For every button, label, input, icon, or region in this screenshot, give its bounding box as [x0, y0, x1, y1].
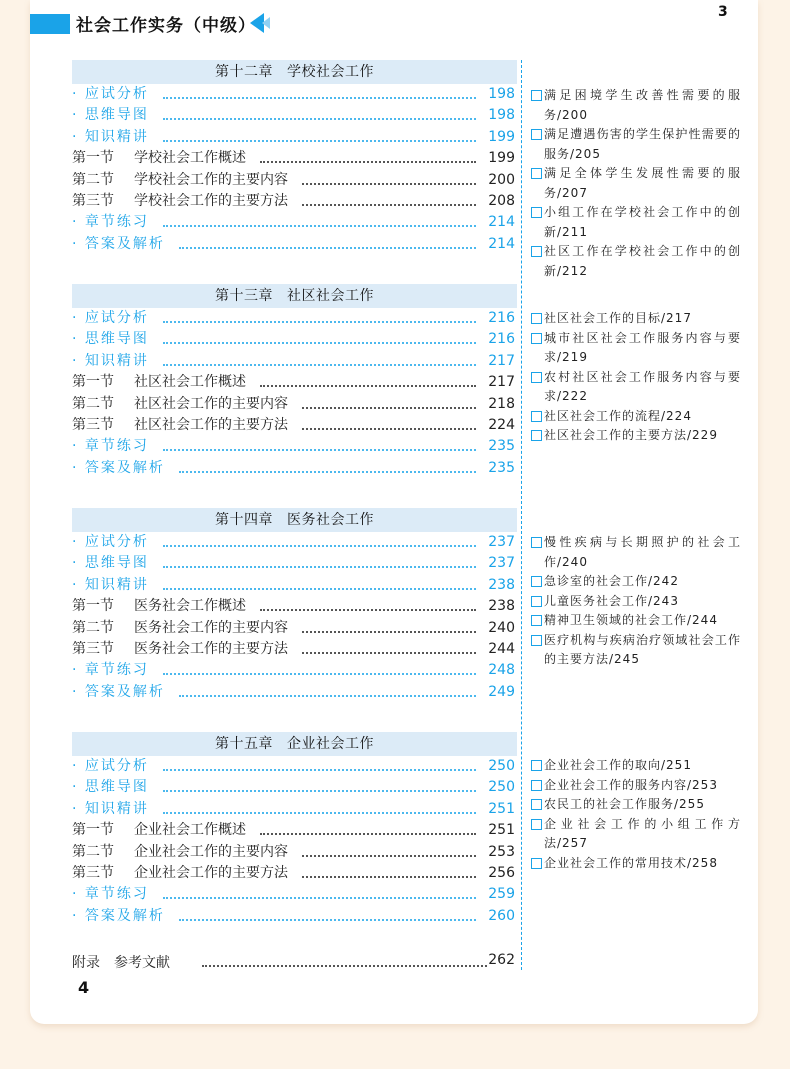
chapter-number: 第十二章: [215, 64, 273, 80]
topic-item[interactable]: [531, 795, 741, 815]
dot-leader: [302, 876, 476, 878]
chapter-title: 学校社会工作: [287, 64, 374, 80]
section-number: 第三节: [72, 192, 114, 209]
topic-text: 满足困境学生改善性需要的服务/200: [544, 88, 741, 122]
section-number: 第三节: [72, 416, 114, 433]
toc-entry-label: · 知识精讲: [72, 127, 155, 148]
toc-entry[interactable]: [72, 394, 517, 415]
dot-leader: [179, 247, 476, 249]
checkbox-icon[interactable]: [531, 760, 542, 771]
section-title: 社区社会工作的主要方法: [134, 416, 288, 433]
toc-page-number: 214: [484, 212, 515, 233]
dot-leader: [163, 364, 476, 366]
topic-item[interactable]: [531, 756, 741, 776]
topic-item[interactable]: [531, 203, 741, 242]
section-number: 第一节: [72, 822, 114, 839]
toc-page-number: 199: [484, 148, 515, 169]
toc-entry-label: · 章节练习: [72, 212, 155, 233]
topic-item[interactable]: [531, 407, 741, 427]
toc-entry[interactable]: [72, 575, 517, 596]
toc-entry-label: · 应试分析: [72, 84, 155, 105]
toc-entry-label: · 知识精讲: [72, 799, 155, 820]
topic-text: 满足遭遇伤害的学生保护性需要的服务/205: [544, 127, 741, 161]
toc-page-number: 217: [484, 372, 515, 393]
section-title: 医务社会工作的主要内容: [134, 619, 288, 636]
topic-text: 满足全体学生发展性需要的服务/207: [544, 166, 741, 200]
topic-text: 精神卫生领域的社会工作/244: [544, 613, 718, 627]
toc-page-number: 216: [484, 329, 515, 350]
topic-item[interactable]: [531, 592, 741, 612]
dot-leader: [260, 385, 476, 387]
toc-page-number: 250: [484, 777, 515, 798]
checkbox-icon[interactable]: [531, 129, 542, 140]
toc-page-number: 256: [484, 863, 515, 884]
toc-entry[interactable]: [72, 234, 517, 255]
dot-leader: [179, 695, 476, 697]
toc-page-number: 237: [484, 553, 515, 574]
toc-entry[interactable]: [72, 682, 517, 703]
toc-entry-label: [72, 415, 294, 436]
topic-item[interactable]: [531, 776, 741, 796]
toc-entry[interactable]: [72, 351, 517, 372]
checkbox-icon[interactable]: [531, 799, 542, 810]
topic-text: 社区工作在学校社会工作中的创新/212: [544, 244, 741, 278]
toc-entry-label: [72, 596, 252, 617]
topic-text: 医疗机构与疾病治疗领域社会工作的主要方法/245: [544, 632, 741, 666]
toc-page-number: 244: [484, 639, 515, 660]
toc-entry[interactable]: [72, 170, 517, 191]
topic-text: 社区社会工作的流程/224: [544, 408, 692, 423]
topic-text: 小组工作在学校社会工作中的创新/211: [544, 205, 741, 239]
chapter-block: [72, 732, 517, 956]
dot-leader: [163, 342, 476, 344]
toc-entry[interactable]: [72, 415, 517, 436]
checkbox-icon[interactable]: [531, 168, 542, 179]
checkbox-icon[interactable]: [531, 537, 542, 548]
book-title: 社会工作实务（中级）: [76, 16, 256, 36]
topic-text: 城市社区社会工作服务内容与要求/219: [544, 330, 741, 364]
checkbox-icon[interactable]: [531, 819, 542, 830]
chapter-topics: [531, 309, 741, 446]
checkbox-icon[interactable]: [531, 576, 542, 587]
toc-entry[interactable]: [72, 777, 517, 798]
header-arrow-small-icon: [262, 17, 270, 29]
dot-leader: [302, 855, 476, 857]
chapter-heading[interactable]: [72, 508, 517, 532]
topic-text: 企业社会工作的取向/251: [544, 758, 692, 772]
toc-entry-label: [72, 394, 294, 415]
toc-entry-label: · 思维导图: [72, 553, 155, 574]
toc-entry[interactable]: [72, 820, 517, 841]
checkbox-icon[interactable]: [531, 430, 542, 441]
toc-entry[interactable]: [72, 329, 517, 350]
dot-leader: [163, 97, 476, 99]
chapter-title: 医务社会工作: [287, 512, 374, 528]
checkbox-icon[interactable]: [531, 780, 542, 791]
chapter-heading[interactable]: [72, 284, 517, 308]
section-number: 第一节: [72, 598, 114, 615]
topic-item[interactable]: [531, 86, 741, 125]
toc-entry[interactable]: [72, 105, 517, 126]
dot-leader: [163, 545, 476, 547]
toc-entry-label: · 知识精讲: [72, 575, 155, 596]
checkbox-icon[interactable]: [531, 635, 542, 646]
toc-entry[interactable]: [72, 884, 517, 905]
toc-page-number: 214: [484, 234, 515, 255]
toc-entry[interactable]: [72, 308, 517, 329]
chapter-heading[interactable]: [72, 732, 517, 756]
topic-text: 儿童医务社会工作/243: [544, 593, 679, 608]
toc-page-number: 238: [484, 596, 515, 617]
toc-page-number: 253: [484, 842, 515, 863]
dot-leader: [163, 790, 476, 792]
dot-leader: [202, 965, 487, 967]
column-divider: [521, 60, 522, 970]
toc-entry-label: · 答案及解析: [72, 234, 171, 255]
toc-page-number: 200: [484, 170, 515, 191]
toc-entry[interactable]: [72, 84, 517, 105]
toc-page-number: 216: [484, 308, 515, 329]
toc-entry[interactable]: [72, 553, 517, 574]
chapter-topics: [531, 533, 741, 670]
topic-text: 农村社区社会工作服务内容与要求/222: [544, 369, 741, 403]
toc-entry[interactable]: [72, 618, 517, 639]
toc-page-number: 224: [484, 415, 515, 436]
section-title: 医务社会工作的主要方法: [134, 640, 288, 657]
toc-entry[interactable]: [72, 799, 517, 820]
checkbox-icon[interactable]: [531, 313, 542, 324]
dot-leader: [260, 609, 476, 611]
dot-leader: [163, 897, 476, 899]
toc-entry-label: [72, 148, 252, 169]
chapter-block: [72, 284, 517, 508]
toc-entry-label: [72, 170, 294, 191]
section-number: 第二节: [72, 843, 114, 860]
toc-page-number: 218: [484, 394, 515, 415]
dot-leader: [163, 321, 476, 323]
dot-leader: [302, 407, 476, 409]
chapter-title: 企业社会工作: [287, 736, 374, 752]
toc-page-number: 248: [484, 660, 515, 681]
dot-leader: [260, 161, 476, 163]
toc-page-number: 198: [484, 105, 515, 126]
section-title: 社区社会工作的主要内容: [134, 395, 288, 412]
chapter-number: 第十三章: [215, 288, 273, 304]
section-number: 第二节: [72, 395, 114, 412]
toc-entry-label: [72, 863, 294, 884]
toc-page-number: 198: [484, 84, 515, 105]
dot-leader: [163, 673, 476, 675]
dot-leader: [163, 769, 476, 771]
toc-page-number: 238: [484, 575, 515, 596]
checkbox-icon[interactable]: [531, 90, 542, 101]
topic-text: 社区社会工作的目标/217: [544, 311, 692, 325]
appendix-row[interactable]: [72, 952, 517, 974]
toc-entry[interactable]: [72, 532, 517, 553]
toc-page-number: 235: [484, 458, 515, 479]
checkbox-icon[interactable]: [531, 411, 542, 422]
topic-item[interactable]: [531, 611, 741, 631]
toc-page-number: 199: [484, 127, 515, 148]
toc-entry-label: · 思维导图: [72, 105, 155, 126]
toc-entry[interactable]: [72, 191, 517, 212]
section-number: 第二节: [72, 619, 114, 636]
toc-page-number: 208: [484, 191, 515, 212]
section-title: 企业社会工作的主要方法: [134, 864, 288, 881]
section-title: 学校社会工作的主要方法: [134, 192, 288, 209]
toc-page-number: 251: [484, 799, 515, 820]
toc-entry[interactable]: [72, 596, 517, 617]
toc-page-number: 240: [484, 618, 515, 639]
dot-leader: [302, 652, 476, 654]
dot-leader: [302, 183, 476, 185]
toc-entry[interactable]: [72, 639, 517, 660]
topic-item[interactable]: [531, 329, 741, 368]
toc-page-number: 251: [484, 820, 515, 841]
toc-entry-label: · 答案及解析: [72, 682, 171, 703]
header-accent-bar: [30, 14, 70, 34]
checkbox-icon[interactable]: [531, 858, 542, 869]
section-number: 第三节: [72, 640, 114, 657]
section-number: 第一节: [72, 150, 114, 167]
toc-entry-label: · 答案及解析: [72, 458, 171, 479]
toc-page-number: 237: [484, 532, 515, 553]
section-title: 社区社会工作概述: [134, 374, 246, 391]
chapter-title: 社区社会工作: [287, 288, 374, 304]
toc-entry-label: · 章节练习: [72, 884, 155, 905]
section-title: 学校社会工作概述: [134, 150, 246, 167]
toc-entry-label: [72, 372, 252, 393]
toc-page-number: 249: [484, 682, 515, 703]
section-number: 第二节: [72, 171, 114, 188]
topic-text: 企业社会工作的小组工作方法/257: [544, 816, 741, 850]
chapter-block: [72, 60, 517, 284]
topic-text: 企业社会工作的服务内容/253: [544, 777, 718, 792]
toc-entry[interactable]: [72, 660, 517, 681]
toc-entry[interactable]: [72, 756, 517, 777]
dot-leader: [163, 812, 476, 814]
checkbox-icon[interactable]: [531, 596, 542, 607]
topic-item[interactable]: [531, 164, 741, 203]
toc-list: [72, 60, 517, 956]
toc-entry-label: · 思维导图: [72, 329, 155, 350]
toc-entry[interactable]: [72, 127, 517, 148]
toc-entry-label: [72, 618, 294, 639]
topic-text: 社区社会工作的主要方法/229: [544, 428, 718, 442]
topic-text: 慢性疾病与长期照护的社会工作/240: [544, 535, 741, 569]
checkbox-icon[interactable]: [531, 207, 542, 218]
topic-text: 农民工的社会工作服务/255: [544, 797, 705, 811]
appendix-label: 附录 参考文献: [72, 952, 176, 972]
toc-entry[interactable]: [72, 458, 517, 479]
chapter-topics: [531, 756, 741, 873]
dot-leader: [163, 449, 476, 451]
toc-entry-label: · 思维导图: [72, 777, 155, 798]
topic-item[interactable]: [531, 533, 741, 572]
toc-entry-label: · 章节练习: [72, 660, 155, 681]
topic-item[interactable]: [531, 125, 741, 164]
dot-leader: [163, 225, 476, 227]
toc-entry[interactable]: [72, 906, 517, 927]
page-number-bottom: 4: [78, 978, 90, 997]
toc-page-number: 259: [484, 884, 515, 905]
toc-entry-label: [72, 820, 252, 841]
checkbox-icon[interactable]: [531, 615, 542, 626]
topic-item[interactable]: [531, 309, 741, 329]
topic-text: 急诊室的社会工作/242: [544, 574, 679, 588]
dot-leader: [179, 919, 476, 921]
topic-text: 企业社会工作的常用技术/258: [544, 855, 718, 870]
dot-leader: [163, 588, 476, 590]
topic-item[interactable]: [531, 854, 741, 874]
dot-leader: [163, 566, 476, 568]
toc-entry-label: [72, 842, 294, 863]
dot-leader: [163, 140, 476, 142]
toc-entry[interactable]: [72, 436, 517, 457]
toc-page-number: 235: [484, 436, 515, 457]
chapter-heading[interactable]: [72, 60, 517, 84]
toc-entry-label: [72, 191, 294, 212]
section-title: 企业社会工作的主要内容: [134, 843, 288, 860]
topic-item[interactable]: [531, 631, 741, 670]
toc-entry-label: [72, 639, 294, 660]
section-title: 医务社会工作概述: [134, 598, 246, 615]
topic-item[interactable]: [531, 426, 741, 446]
topic-item[interactable]: [531, 572, 741, 592]
toc-entry-label: · 章节练习: [72, 436, 155, 457]
toc-entry-label: · 应试分析: [72, 756, 155, 777]
dot-leader: [302, 428, 476, 430]
toc-entry[interactable]: [72, 372, 517, 393]
checkbox-icon[interactable]: [531, 246, 542, 257]
chapter-number: 第十四章: [215, 512, 273, 528]
topic-item[interactable]: [531, 242, 741, 281]
page-number-top: 3: [718, 4, 728, 20]
dot-leader: [302, 631, 476, 633]
dot-leader: [179, 471, 476, 473]
appendix-page: 262: [488, 952, 515, 968]
toc-entry[interactable]: [72, 212, 517, 233]
toc-entry-label: · 答案及解析: [72, 906, 171, 927]
toc-page-number: 217: [484, 351, 515, 372]
section-number: 第三节: [72, 864, 114, 881]
chapter-number: 第十五章: [215, 736, 273, 752]
toc-entry[interactable]: [72, 842, 517, 863]
topic-item[interactable]: [531, 368, 741, 407]
dot-leader: [302, 204, 476, 206]
section-number: 第一节: [72, 374, 114, 391]
topic-item[interactable]: [531, 815, 741, 854]
toc-entry-label: · 应试分析: [72, 308, 155, 329]
toc-entry[interactable]: [72, 148, 517, 169]
toc-page-number: 250: [484, 756, 515, 777]
section-title: 学校社会工作的主要内容: [134, 171, 288, 188]
chapter-block: [72, 508, 517, 732]
checkbox-icon[interactable]: [531, 333, 542, 344]
section-title: 企业社会工作概述: [134, 822, 246, 839]
checkbox-icon[interactable]: [531, 372, 542, 383]
toc-entry-label: · 知识精讲: [72, 351, 155, 372]
toc-entry[interactable]: [72, 863, 517, 884]
toc-page-number: 260: [484, 906, 515, 927]
dot-leader: [260, 833, 476, 835]
dot-leader: [163, 118, 476, 120]
chapter-topics: [531, 86, 741, 281]
toc-entry-label: · 应试分析: [72, 532, 155, 553]
